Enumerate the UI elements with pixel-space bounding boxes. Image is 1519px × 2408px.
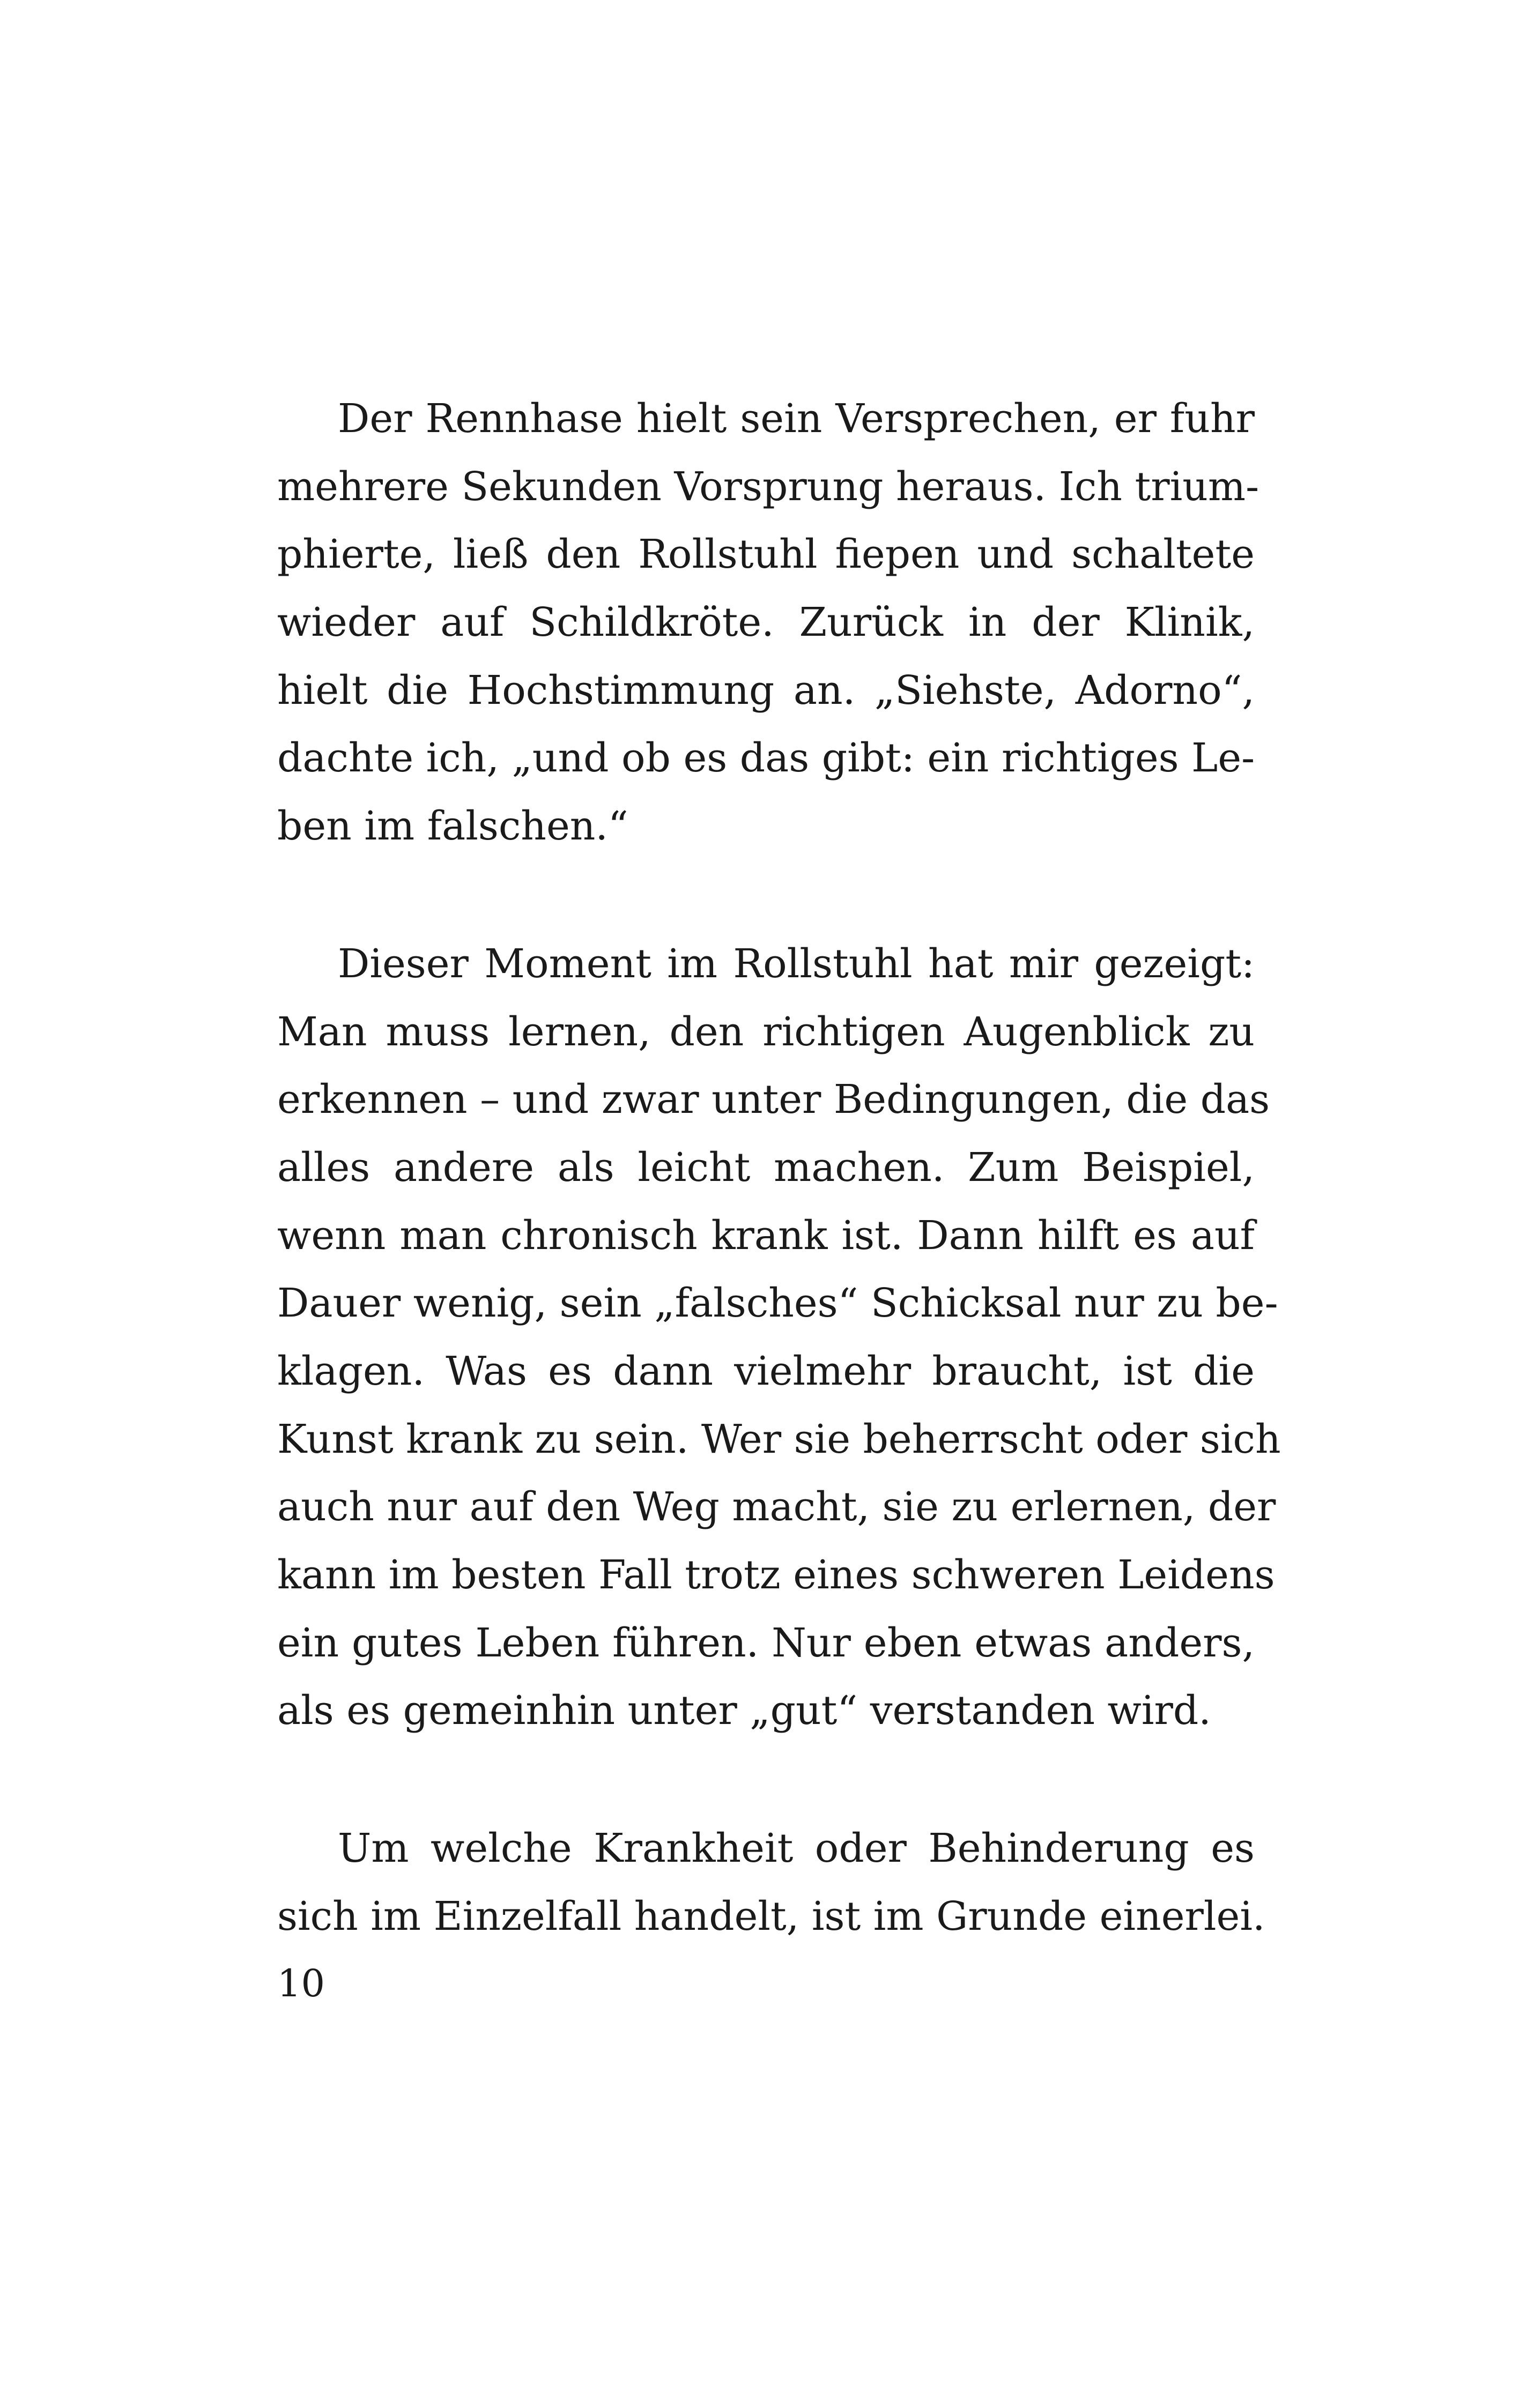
page-number: 10: [277, 1961, 325, 2005]
text-line: hielt die Hochstimmung an. „Siehste, Adorno“,: [277, 667, 1255, 714]
text-line: phierte, ließ den Rollstuhl fiepen und schaltete: [277, 531, 1255, 578]
text-line: wieder auf Schildkröte. Zurück in der Klinik,: [277, 599, 1255, 646]
text-line: wenn man chronisch krank ist. Dann hilft es auf: [277, 1212, 1255, 1259]
text-line: klagen. Was es dann vielmehr braucht, ist die: [277, 1348, 1255, 1394]
paragraph-3: [277, 1815, 1265, 1950]
text-line: ben im falschen.“: [277, 803, 628, 850]
paragraph-1: [277, 385, 1259, 860]
text-line: alles andere als leicht machen. Zum Beispiel,: [277, 1144, 1255, 1191]
text-line: Man muss lernen, den richtigen Augenblick zu: [277, 1008, 1255, 1055]
text-line: dachte ich, „und ob es das gibt: ein richtiges Le-: [277, 735, 1255, 782]
text-line: Dauer wenig, sein „falsches“ Schicksal nur zu be-: [277, 1280, 1278, 1327]
text-line: Um welche Krankheit oder Behinderung es: [338, 1825, 1255, 1872]
text-line: kann im besten Fall trotz eines schweren Leidens: [277, 1552, 1275, 1598]
text-line: auch nur auf den Weg macht, sie zu erlernen, der: [277, 1484, 1276, 1530]
text-line: mehrere Sekunden Vorsprung heraus. Ich trium-: [277, 463, 1259, 510]
text-line: sich im Einzelfall handelt, ist im Grunde einerlei.: [277, 1893, 1265, 1939]
body-text: [277, 385, 1281, 1950]
text-line: erkennen – und zwar unter Bedingungen, die das: [277, 1076, 1270, 1123]
text-line: als es gemeinhin unter „gut“ verstanden wird.: [277, 1688, 1211, 1734]
text-line: Kunst krank zu sein. Wer sie beherrscht oder sich: [277, 1416, 1281, 1462]
text-line: Dieser Moment im Rollstuhl hat mir gezeigt:: [338, 940, 1255, 987]
text-line: ein gutes Leben führen. Nur eben etwas anders,: [277, 1619, 1255, 1666]
paragraph-2: [277, 930, 1281, 1745]
text-line: Der Rennhase hielt sein Versprechen, er fuhr: [338, 396, 1255, 442]
